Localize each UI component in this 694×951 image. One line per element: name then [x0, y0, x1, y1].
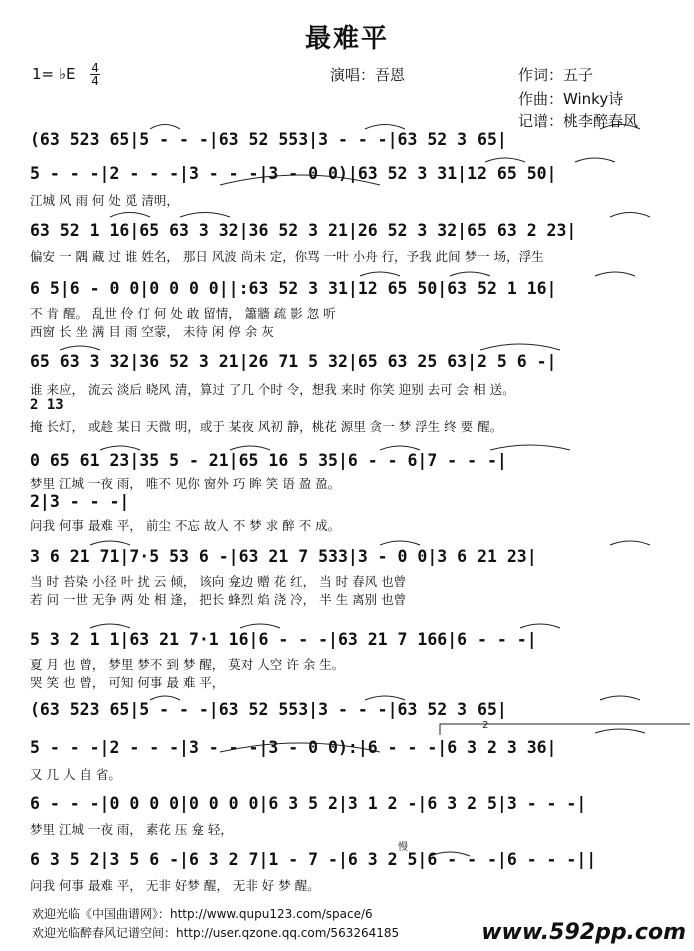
slur-21	[90, 624, 130, 628]
slur-6	[110, 213, 150, 218]
lyrics-row-3-line-1: 偏安 一 隅 藏 过 谁 姓名， 那日 风波 尚未 定，你骂 一叶 小舟 行，予我 此间 梦一 场，浮生	[30, 249, 544, 264]
slur-10	[450, 272, 490, 276]
lyrics-row-5-line-1: 谁 来应， 流云 淡后 晓风 清，算过 了几 个时 令，想我 来时 你笑 迎别 去可 会 相 送。	[30, 382, 515, 397]
notation-row-2: 5 - - -|2 - - -|3 - - -|3 - 0 0)|63 52 3 31|12 65 50|	[30, 164, 557, 183]
footer-line-2: 欢迎光临醉春风记谱空间：http://user.qzone.qq.com/563264185	[32, 926, 400, 940]
slur-22	[240, 624, 280, 628]
slur-4	[485, 158, 525, 162]
notation-row-12: 6 3 5 2|3 5 6 -|6 3 2 7|1 - 7 -|6 3 2 5|6 - - -|6 - - -||	[30, 850, 597, 869]
notation-row-11: 6 - - -|0 0 0 0|0 0 0 0|6 3 5 2|3 1 2 -|6 3 2 5|3 - - -|	[30, 794, 587, 813]
slur-11	[595, 272, 635, 276]
transcriber: 记谱：桃李醉春风	[518, 112, 639, 130]
time-signature	[90, 62, 100, 87]
singer: 演唱：吾恩	[330, 66, 406, 84]
notation-row-9: (63 523 65|5 - - -|63 52 553|3 - - -|63 52 3 65|	[30, 700, 507, 719]
notation-row-10: 5 - - -|2 - - -|3 - - -|3 - 0 0):|6 - - -|6 3 2 3 36|	[30, 738, 557, 757]
watermark: www.592pp.com	[481, 920, 686, 945]
lyrics-row-4-line-1: 不 肯 醒。 乱世 伶 仃 何 处 敢 留情， 簫牆 疏 影 忽 听	[30, 306, 336, 321]
lyrics-row-2-line-1: 江城 风 雨 何 处 觅 清明，	[30, 193, 179, 208]
slur-20	[610, 541, 650, 545]
slur-1	[150, 125, 180, 130]
notation-row-1: (63 523 65|5 - - -|63 52 553|3 - - -|63 52 3 65|	[30, 130, 507, 149]
slur-8	[610, 213, 650, 218]
song-title: 最难平	[304, 24, 389, 54]
slur-23	[520, 624, 560, 628]
key-text: 1= ♭E	[32, 65, 76, 83]
notation-row-6-alt: 2|3 - - -|	[30, 492, 130, 511]
lyrics-row-11-line-1: 梦里 江城 一夜 雨， 素花 压 龛 轻，	[30, 822, 233, 837]
tempo-mark: 慢	[398, 842, 408, 853]
slur-13	[480, 344, 560, 350]
notation-row-5-alt: 2 13	[30, 397, 64, 413]
notation-row-5: 65 63 3 32|36 52 3 21|26 71 5 32|65 63 25 63|2 5 6 -|	[30, 352, 557, 371]
notation-row-3: 63 52 1 16|65 63 3 32|36 52 3 21|26 52 3 32|65 63 2 23|	[30, 221, 577, 240]
lyrics-row-8-line-1: 夏 月 也 曾， 梦里 梦不 到 梦 醒， 莫对 人空 许 余 生。	[30, 657, 345, 672]
lyrics-row-4-line-2: 西窗 长 坐 满 目 雨 空蒙， 未待 闲 停 余 灰	[30, 324, 274, 339]
slur-17	[490, 445, 570, 450]
lyricist: 作词：五子	[518, 66, 594, 84]
slur-16	[380, 446, 420, 450]
slur-9	[360, 272, 400, 276]
slur-18	[90, 541, 130, 545]
slur-14	[100, 446, 140, 450]
lyrics-row-8-line-2: 哭 笑 也 曾， 可知 何事 最 难 平，	[30, 675, 225, 690]
notation-row-6: 0 65 61 23|35 5 - 21|65 16 5 35|6 - - 6|7 - - -|	[30, 451, 507, 470]
time-numerator: 4	[91, 61, 99, 75]
composer: 作曲：Winky诗	[518, 90, 624, 108]
lyrics-row-7-line-1: 当 时 苔染 小径 叶 扰 云 倾， 该向 龛边 赠 花 红， 当 时 春风 也曾	[30, 574, 407, 589]
lyrics-row-6-line-1: 梦里 江城 一夜 雨， 唯不 见你 窗外 巧 眸 笑 语 盈 盈。	[30, 476, 341, 491]
notation-row-7: 3 6 21 71|7·5 53 6 -|63 21 7 533|3 - 0 0|3 6 21 23|	[30, 547, 537, 566]
lyrics-row-5-line-2: 掩 长灯， 或趁 某日 天微 明，或于 某夜 风初 静，桃花 源里 贪一 梦 浮生 终 要 醒。	[30, 419, 503, 434]
notation-row-4: 6 5|6 - 0 0|0 0 0 0||:63 52 3 31|12 65 50|63 52 1 16|	[30, 279, 557, 298]
slur-2	[365, 125, 405, 130]
footer-line-1: 欢迎光临《中国曲谱网》：http://www.qupu123.com/space/6	[32, 907, 373, 921]
notation-row-8: 5 3 2 1 1|63 21 7·1 16|6 - - -|63 21 7 166|6 - - -|	[30, 630, 537, 649]
time-denominator: 4	[91, 74, 99, 88]
lyrics-row-10-line-1: 又 几 人 自 省。	[30, 767, 121, 782]
slur-27	[595, 729, 645, 733]
slur-12	[60, 346, 100, 350]
volta-number: 2	[482, 720, 489, 731]
slur-19	[380, 541, 420, 545]
lyrics-row-6-line-2: 问我 何事 最难 平， 前尘 不忘 故人 不 梦 求 醉 不 成。	[30, 518, 341, 533]
lyrics-row-12-line-1: 问我 何事 最难 平， 无非 好梦 醒， 无非 好 梦 醒。	[30, 878, 320, 893]
volta-bracket	[440, 724, 690, 735]
slur-15	[230, 446, 270, 450]
key-signature	[32, 62, 100, 87]
slur-26	[600, 696, 640, 700]
slur-7	[180, 213, 230, 218]
lyrics-row-7-line-2: 若 问 一世 无争 两 处 相 逢， 把长 蜂烈 焰 浇 冷， 半 生 离别 也曾	[30, 592, 407, 607]
slur-5	[575, 158, 615, 162]
